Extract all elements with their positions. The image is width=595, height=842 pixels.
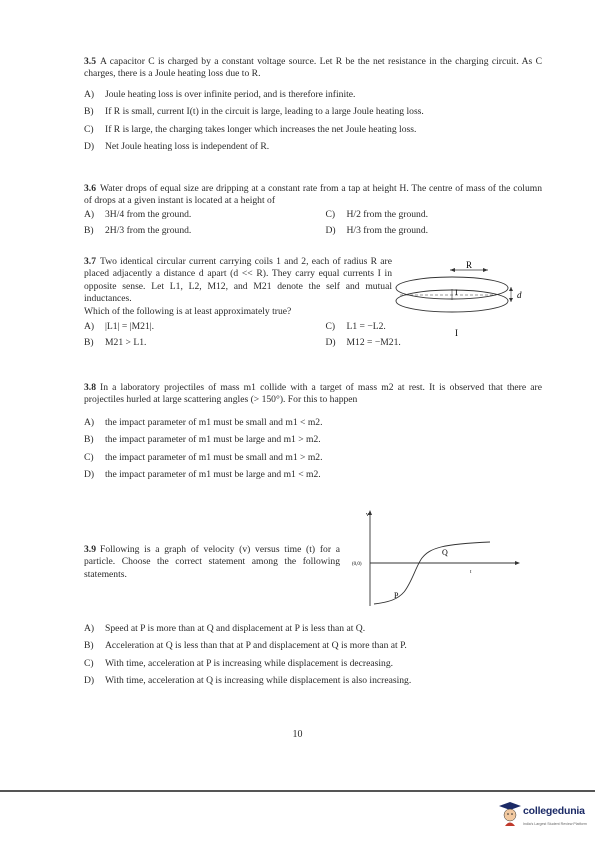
option-b: B) the impact parameter of m1 must be large and m1 > m2. bbox=[84, 434, 321, 446]
question-number: 3.7 bbox=[84, 256, 96, 267]
question-number: 3.9 bbox=[84, 544, 96, 555]
origin-label: (0,0) bbox=[352, 562, 362, 567]
option-d: D) the impact parameter of m1 must be large and m1 < m2. bbox=[84, 469, 321, 481]
question-stem: In a laboratory projectiles of mass m1 collide with a target of mass m2 at rest. It is observed that there are projectiles hurled at large scattering angles (> 150°). For this to happen bbox=[84, 382, 542, 406]
option-c: C) the impact parameter of m1 must be small and m1 > m2. bbox=[84, 451, 323, 463]
page-number: 10 bbox=[292, 729, 303, 740]
question-stem: A capacitor C is charged by a constant voltage source. Let R be the net resistance in the charging circuit. As C charges, there is a Joule heating loss due to R. bbox=[84, 56, 542, 80]
logo-tagline: India's Largest Student Review Platform bbox=[523, 822, 587, 826]
point-q-label: Q bbox=[442, 548, 448, 557]
collegedunia-logo bbox=[499, 800, 591, 830]
option-b: B) Acceleration at Q is less than that at P and displacement at Q is more than at P. bbox=[84, 640, 407, 652]
logo-text: collegedunia bbox=[523, 805, 585, 817]
option-a: A) Speed at P is more than at Q and displacement at P is less than at Q. bbox=[84, 623, 366, 634]
question-3-5 bbox=[84, 56, 542, 153]
option-d: D) Net Joule heating loss is independent of R. bbox=[84, 141, 270, 153]
question-stem: Following is a graph of velocity (v) versus time (t) for a particle. Choose the correct statement among the following statements. bbox=[84, 544, 340, 580]
question-stem: Water drops of equal size are dripping at a constant rate from a tap at height H. The centre of mass of the column of drops at a given instant is located at a height of bbox=[84, 183, 542, 207]
option-a: A) |L1| = |M21|. bbox=[84, 321, 155, 333]
option-b: B) 2H/3 from the ground. bbox=[84, 225, 192, 237]
footer-divider bbox=[0, 790, 595, 792]
question-number: 3.6 bbox=[84, 183, 96, 194]
option-a: A) the impact parameter of m1 must be small and m1 < m2. bbox=[84, 416, 323, 428]
question-3-9-options bbox=[84, 618, 542, 688]
option-c: C) If R is large, the charging takes longer which increases the net Joule heating loss. bbox=[84, 123, 417, 135]
option-d: D) H/3 from the ground. bbox=[325, 225, 429, 237]
radius-label: R bbox=[465, 260, 473, 270]
option-b: B) M21 > L1. bbox=[84, 337, 147, 349]
option-d: D) With time, acceleration at Q is increasing while displacement is also increasing. bbox=[84, 675, 412, 687]
question-stem: Two identical circular current carrying coils 1 and 2, each of radius R are placed adjacently a distance d apart (d << R). They carry equal currents I in opposite sense. Let L1, L2, M12, and M21 denote the self and mutual inductances. bbox=[84, 256, 392, 305]
option-c: C) With time, acceleration at P is increasing while displacement is decreasing. bbox=[84, 657, 394, 669]
current-label-top: I bbox=[455, 288, 458, 297]
separation-label: d bbox=[517, 290, 522, 300]
option-d: D) M12 = −M21. bbox=[325, 337, 401, 349]
option-c: C) L1 = −L2. bbox=[325, 321, 386, 333]
velocity-time-graph bbox=[350, 506, 524, 612]
question-3-8 bbox=[84, 382, 542, 481]
question-3-6 bbox=[84, 183, 542, 238]
option-b: B) If R is small, current I(t) in the circuit is large, leading to a large Joule heating loss. bbox=[84, 106, 424, 118]
option-a: A) 3H/4 from the ground. bbox=[84, 208, 192, 220]
coils-figure bbox=[392, 256, 532, 342]
mascot-icon bbox=[499, 802, 521, 826]
point-p-label: P bbox=[394, 591, 399, 600]
question-number: 3.5 bbox=[84, 56, 96, 67]
current-label-bottom: I bbox=[455, 328, 458, 338]
option-a: A) Joule heating loss is over infinite period, and is therefore infinite. bbox=[84, 88, 356, 100]
question-stem-2: Which of the following is at least approximately true? bbox=[84, 305, 292, 317]
option-c: C) H/2 from the ground. bbox=[325, 208, 429, 220]
question-number: 3.8 bbox=[84, 382, 96, 393]
axis-label-v: v bbox=[366, 512, 369, 518]
axis-label-t: t bbox=[470, 570, 472, 575]
